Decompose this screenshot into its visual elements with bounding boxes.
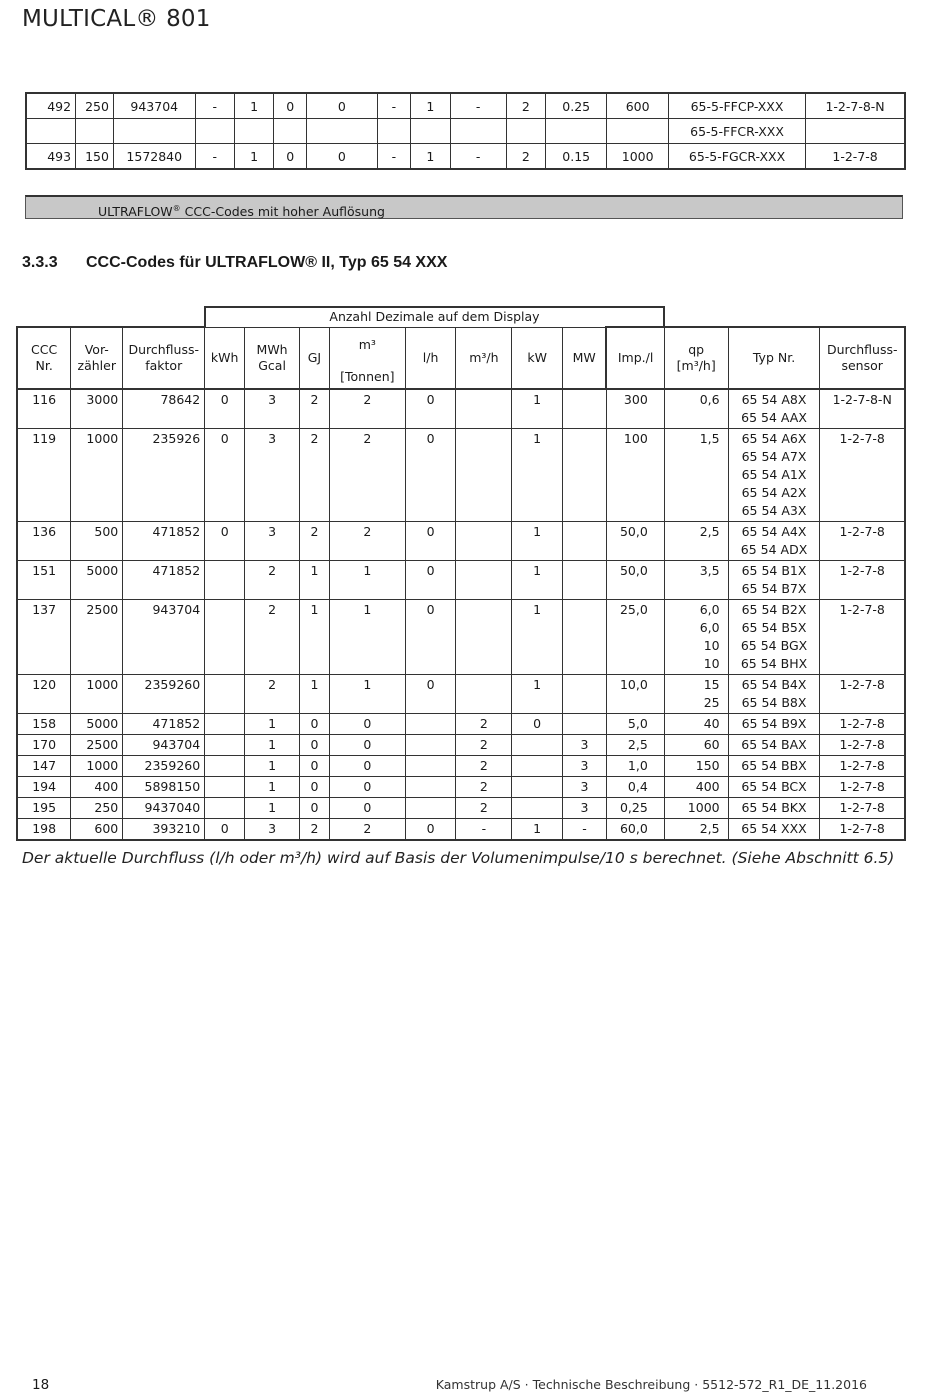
top-table-cell (377, 119, 411, 144)
cell-vor: 1000 (71, 755, 123, 776)
top-table-cell: 600 (607, 93, 668, 119)
cell-sensor: 1-2-7-8 (820, 674, 905, 713)
top-table-cell: 2 (506, 144, 545, 170)
cell-faktor: 9437040 (123, 797, 205, 818)
cell-kwh (205, 755, 245, 776)
cell-faktor: 78642 (123, 389, 205, 429)
top-table-cell: 250 (76, 93, 114, 119)
cell-kw: 1 (512, 818, 563, 840)
table-row (17, 428, 905, 521)
top-table-cell (450, 119, 506, 144)
cell-ccc: 198 (17, 818, 71, 840)
top-table-cell: - (377, 144, 411, 170)
top-table-cell: 0 (274, 144, 307, 170)
cell-m3h: 2 (456, 713, 512, 734)
top-table-cell (806, 119, 905, 144)
col-qp: qp [m³/h] (664, 327, 728, 389)
col-gj: GJ (299, 327, 329, 389)
cell-gj: 0 (299, 797, 329, 818)
cell-lh: 0 (405, 521, 456, 560)
cell-faktor: 471852 (123, 713, 205, 734)
top-table-cell: 150 (76, 144, 114, 170)
cell-vor: 1000 (71, 674, 123, 713)
cell-qp: 60 (664, 734, 728, 755)
column-header-row (17, 327, 905, 389)
cell-mw (563, 521, 607, 560)
cell-mw: 3 (563, 734, 607, 755)
top-table-cell: 2 (506, 93, 545, 119)
col-lh: l/h (405, 327, 456, 389)
cell-m3h: 2 (456, 755, 512, 776)
cell-kw: 0 (512, 713, 563, 734)
cell-imp: 300 (606, 389, 664, 429)
footer-text: Kamstrup A/S · Technische Beschreibung · 5512-572_R1_DE_11.2016 (435, 1377, 867, 1392)
top-table-cell (306, 119, 377, 144)
cell-typ: 65 54 BKX (728, 797, 820, 818)
cell-mw (563, 428, 607, 521)
top-table-cell: 65-5-FFCP-XXX (668, 93, 805, 119)
cell-gj: 0 (299, 755, 329, 776)
cell-kw: 1 (512, 560, 563, 599)
top-table-cell: 1 (234, 144, 273, 170)
table-row (17, 797, 905, 818)
cell-sensor: 1-2-7-8 (820, 818, 905, 840)
cell-sensor: 1-2-7-8 (820, 755, 905, 776)
cell-mwh: 3 (245, 389, 300, 429)
cell-kwh: 0 (205, 818, 245, 840)
cell-ccc: 136 (17, 521, 71, 560)
cell-kw: 1 (512, 521, 563, 560)
cell-gj: 2 (299, 521, 329, 560)
cell-ccc: 158 (17, 713, 71, 734)
cell-ccc: 170 (17, 734, 71, 755)
col-kwh: kWh (205, 327, 245, 389)
cell-faktor: 471852 (123, 521, 205, 560)
cell-mwh: 2 (245, 674, 300, 713)
cell-typ: 65 54 BBX (728, 755, 820, 776)
cell-m3h (456, 674, 512, 713)
cell-kwh (205, 797, 245, 818)
cell-ccc: 137 (17, 599, 71, 674)
cell-m3: 2 (329, 818, 405, 840)
cell-kw: 1 (512, 428, 563, 521)
top-table-cell: - (377, 93, 411, 119)
cell-gj: 2 (299, 389, 329, 429)
cell-imp: 5,0 (606, 713, 664, 734)
cell-mwh: 2 (245, 560, 300, 599)
cell-gj: 2 (299, 428, 329, 521)
cell-mwh: 1 (245, 776, 300, 797)
cell-mwh: 1 (245, 797, 300, 818)
cell-faktor: 2359260 (123, 755, 205, 776)
top-table-cell: 1 (234, 93, 273, 119)
cell-m3: 1 (329, 560, 405, 599)
table-row (17, 521, 905, 560)
cell-typ: 65 54 A4X 65 54 ADX (728, 521, 820, 560)
col-sensor: Durchfluss- sensor (820, 327, 905, 389)
table-row (17, 674, 905, 713)
cell-imp: 60,0 (606, 818, 664, 840)
cell-m3: 0 (329, 713, 405, 734)
cell-kw (512, 797, 563, 818)
cell-kwh (205, 560, 245, 599)
cell-gj: 0 (299, 776, 329, 797)
cell-m3: 2 (329, 428, 405, 521)
cell-lh: 0 (405, 599, 456, 674)
table-row (17, 734, 905, 755)
top-table-cell: 0 (274, 93, 307, 119)
group-header: Anzahl Dezimale auf dem Display (205, 307, 665, 327)
cell-mw (563, 599, 607, 674)
top-table-cell: 1000 (607, 144, 668, 170)
table-row (17, 818, 905, 840)
cell-imp: 50,0 (606, 560, 664, 599)
cell-kwh (205, 776, 245, 797)
cell-vor: 400 (71, 776, 123, 797)
cell-imp: 0,4 (606, 776, 664, 797)
cell-ccc: 151 (17, 560, 71, 599)
cell-lh (405, 713, 456, 734)
cell-vor: 2500 (71, 734, 123, 755)
top-table-cell (506, 119, 545, 144)
cell-imp: 25,0 (606, 599, 664, 674)
cell-m3h (456, 428, 512, 521)
top-table-cell: 1-2-7-8 (806, 144, 905, 170)
cell-mwh: 3 (245, 428, 300, 521)
cell-gj: 0 (299, 713, 329, 734)
cell-gj: 1 (299, 560, 329, 599)
top-table (25, 92, 906, 170)
cell-vor: 5000 (71, 713, 123, 734)
cell-imp: 10,0 (606, 674, 664, 713)
cell-sensor: 1-2-7-8 (820, 734, 905, 755)
cell-typ: 65 54 XXX (728, 818, 820, 840)
cell-ccc: 119 (17, 428, 71, 521)
cell-mw (563, 389, 607, 429)
cell-typ: 65 54 B9X (728, 713, 820, 734)
col-typ: Typ Nr. (728, 327, 820, 389)
cell-kw: 1 (512, 389, 563, 429)
cell-ccc: 120 (17, 674, 71, 713)
cell-m3: 2 (329, 389, 405, 429)
cell-faktor: 235926 (123, 428, 205, 521)
cell-gj: 2 (299, 818, 329, 840)
page-number: 18 (32, 1377, 50, 1393)
top-table-cell (274, 119, 307, 144)
cell-mw: - (563, 818, 607, 840)
cell-typ: 65 54 B2X 65 54 B5X 65 54 BGX 65 54 BHX (728, 599, 820, 674)
col-durchflussfaktor: Durchfluss- faktor (123, 327, 205, 389)
cell-typ: 65 54 A8X 65 54 AAX (728, 389, 820, 429)
col-kw: kW (512, 327, 563, 389)
top-table-cell (113, 119, 195, 144)
cell-kwh: 0 (205, 521, 245, 560)
cell-imp: 100 (606, 428, 664, 521)
cell-sensor: 1-2-7-8 (820, 428, 905, 521)
top-table-cell: 0.15 (546, 144, 607, 170)
cell-m3h: 2 (456, 797, 512, 818)
table-row (17, 599, 905, 674)
top-table-cell: 1 (411, 93, 450, 119)
top-table-cell (607, 119, 668, 144)
cell-lh: 0 (405, 389, 456, 429)
cell-typ: 65 54 B1X 65 54 B7X (728, 560, 820, 599)
cell-qp: 2,5 (664, 521, 728, 560)
cell-gj: 1 (299, 599, 329, 674)
cell-qp: 400 (664, 776, 728, 797)
cell-sensor: 1-2-7-8 (820, 599, 905, 674)
cell-faktor: 943704 (123, 599, 205, 674)
cell-faktor: 943704 (123, 734, 205, 755)
top-table-cell: 0 (306, 93, 377, 119)
footnote: Der aktuelle Durchfluss (l/h oder m³/h) wird auf Basis der Volumenimpulse/10 s berechnet. (Siehe Abschnitt 6.5) (22, 849, 895, 867)
top-table-cell: - (195, 144, 234, 170)
group-header-row (17, 307, 905, 327)
top-table-cell: - (450, 144, 506, 170)
cell-kw: 1 (512, 674, 563, 713)
cell-lh: 0 (405, 428, 456, 521)
section-number: 3.3.3 (22, 254, 58, 271)
cell-qp: 40 (664, 713, 728, 734)
section-banner: ULTRAFLOW® CCC-Codes mit hoher Auflösung (25, 195, 903, 219)
page-title: MULTICAL® 801 (22, 6, 211, 32)
cell-m3: 0 (329, 776, 405, 797)
top-table-cell: 943704 (113, 93, 195, 119)
top-table-cell (26, 119, 76, 144)
cell-kwh (205, 734, 245, 755)
cell-ccc: 195 (17, 797, 71, 818)
cell-faktor: 393210 (123, 818, 205, 840)
col-mw: MW (563, 327, 607, 389)
cell-vor: 1000 (71, 428, 123, 521)
cell-typ: 65 54 A6X 65 54 A7X 65 54 A1X 65 54 A2X 65 54 A3X (728, 428, 820, 521)
top-table-row (26, 93, 905, 119)
cell-qp: 3,5 (664, 560, 728, 599)
cell-mwh: 1 (245, 734, 300, 755)
top-table-row (26, 119, 905, 144)
cell-mwh: 1 (245, 713, 300, 734)
section-title: CCC-Codes für ULTRAFLOW® II, Typ 65 54 XXX (86, 254, 448, 271)
cell-mwh: 3 (245, 818, 300, 840)
top-table-cell (76, 119, 114, 144)
cell-vor: 250 (71, 797, 123, 818)
cell-vor: 3000 (71, 389, 123, 429)
cell-typ: 65 54 BAX (728, 734, 820, 755)
col-m3h: m³/h (456, 327, 512, 389)
cell-m3h (456, 389, 512, 429)
table-row (17, 755, 905, 776)
cell-sensor: 1-2-7-8-N (820, 389, 905, 429)
cell-qp: 6,0 6,0 10 10 (664, 599, 728, 674)
cell-mw: 3 (563, 776, 607, 797)
cell-mw: 3 (563, 797, 607, 818)
cell-kwh (205, 674, 245, 713)
top-table-cell: 493 (26, 144, 76, 170)
cell-mwh: 1 (245, 755, 300, 776)
cell-lh: 0 (405, 818, 456, 840)
cell-mw (563, 713, 607, 734)
col-mwh-gcal: MWh Gcal (245, 327, 300, 389)
cell-typ: 65 54 BCX (728, 776, 820, 797)
col-ccc: CCC Nr. (17, 327, 71, 389)
table-row (17, 560, 905, 599)
top-table-cell: 65-5-FFCR-XXX (668, 119, 805, 144)
cell-m3: 2 (329, 521, 405, 560)
cell-kwh: 0 (205, 389, 245, 429)
cell-lh: 0 (405, 560, 456, 599)
cell-mwh: 3 (245, 521, 300, 560)
cell-lh: 0 (405, 674, 456, 713)
cell-qp: 0,6 (664, 389, 728, 429)
col-m3: m³ [Tonnen] (329, 327, 405, 389)
cell-kw (512, 755, 563, 776)
top-table-cell: - (450, 93, 506, 119)
cell-sensor: 1-2-7-8 (820, 521, 905, 560)
cell-kw: 1 (512, 599, 563, 674)
cell-sensor: 1-2-7-8 (820, 560, 905, 599)
top-table-cell: 0.25 (546, 93, 607, 119)
cell-ccc: 116 (17, 389, 71, 429)
cell-m3h (456, 560, 512, 599)
cell-gj: 1 (299, 674, 329, 713)
cell-lh (405, 755, 456, 776)
cell-sensor: 1-2-7-8 (820, 776, 905, 797)
ccc-code-table (16, 306, 906, 841)
top-table-cell: 65-5-FGCR-XXX (668, 144, 805, 170)
cell-qp: 1000 (664, 797, 728, 818)
cell-vor: 600 (71, 818, 123, 840)
top-table-cell: 1-2-7-8-N (806, 93, 905, 119)
cell-kwh (205, 713, 245, 734)
top-table-cell: 0 (306, 144, 377, 170)
cell-mwh: 2 (245, 599, 300, 674)
cell-m3h: - (456, 818, 512, 840)
cell-m3: 1 (329, 674, 405, 713)
cell-kwh (205, 599, 245, 674)
table-row (17, 776, 905, 797)
cell-qp: 15 25 (664, 674, 728, 713)
cell-m3: 1 (329, 599, 405, 674)
cell-imp: 1,0 (606, 755, 664, 776)
cell-m3: 0 (329, 755, 405, 776)
top-table-cell: - (195, 93, 234, 119)
cell-lh (405, 734, 456, 755)
cell-ccc: 147 (17, 755, 71, 776)
cell-kw (512, 776, 563, 797)
cell-m3h (456, 599, 512, 674)
cell-lh (405, 776, 456, 797)
top-table-cell (546, 119, 607, 144)
cell-m3h: 2 (456, 734, 512, 755)
cell-imp: 0,25 (606, 797, 664, 818)
cell-imp: 2,5 (606, 734, 664, 755)
cell-sensor: 1-2-7-8 (820, 713, 905, 734)
top-table-row (26, 144, 905, 170)
cell-faktor: 471852 (123, 560, 205, 599)
cell-vor: 5000 (71, 560, 123, 599)
cell-kwh: 0 (205, 428, 245, 521)
top-table-cell (195, 119, 234, 144)
section-heading (22, 254, 447, 272)
cell-faktor: 5898150 (123, 776, 205, 797)
cell-qp: 2,5 (664, 818, 728, 840)
top-table-cell: 492 (26, 93, 76, 119)
cell-vor: 2500 (71, 599, 123, 674)
cell-lh (405, 797, 456, 818)
cell-mw (563, 674, 607, 713)
cell-m3h (456, 521, 512, 560)
cell-ccc: 194 (17, 776, 71, 797)
top-table-cell (411, 119, 450, 144)
cell-kw (512, 734, 563, 755)
cell-qp: 1,5 (664, 428, 728, 521)
top-table-cell (234, 119, 273, 144)
col-imp: Imp./l (606, 327, 664, 389)
cell-m3: 0 (329, 734, 405, 755)
table-row (17, 389, 905, 429)
col-vorzaehler: Vor- zähler (71, 327, 123, 389)
cell-typ: 65 54 B4X 65 54 B8X (728, 674, 820, 713)
table-row (17, 713, 905, 734)
cell-faktor: 2359260 (123, 674, 205, 713)
cell-mw: 3 (563, 755, 607, 776)
cell-m3: 0 (329, 797, 405, 818)
cell-vor: 500 (71, 521, 123, 560)
cell-imp: 50,0 (606, 521, 664, 560)
top-table-cell: 1572840 (113, 144, 195, 170)
cell-sensor: 1-2-7-8 (820, 797, 905, 818)
cell-m3h: 2 (456, 776, 512, 797)
cell-gj: 0 (299, 734, 329, 755)
top-table-cell: 1 (411, 144, 450, 170)
cell-qp: 150 (664, 755, 728, 776)
cell-mw (563, 560, 607, 599)
